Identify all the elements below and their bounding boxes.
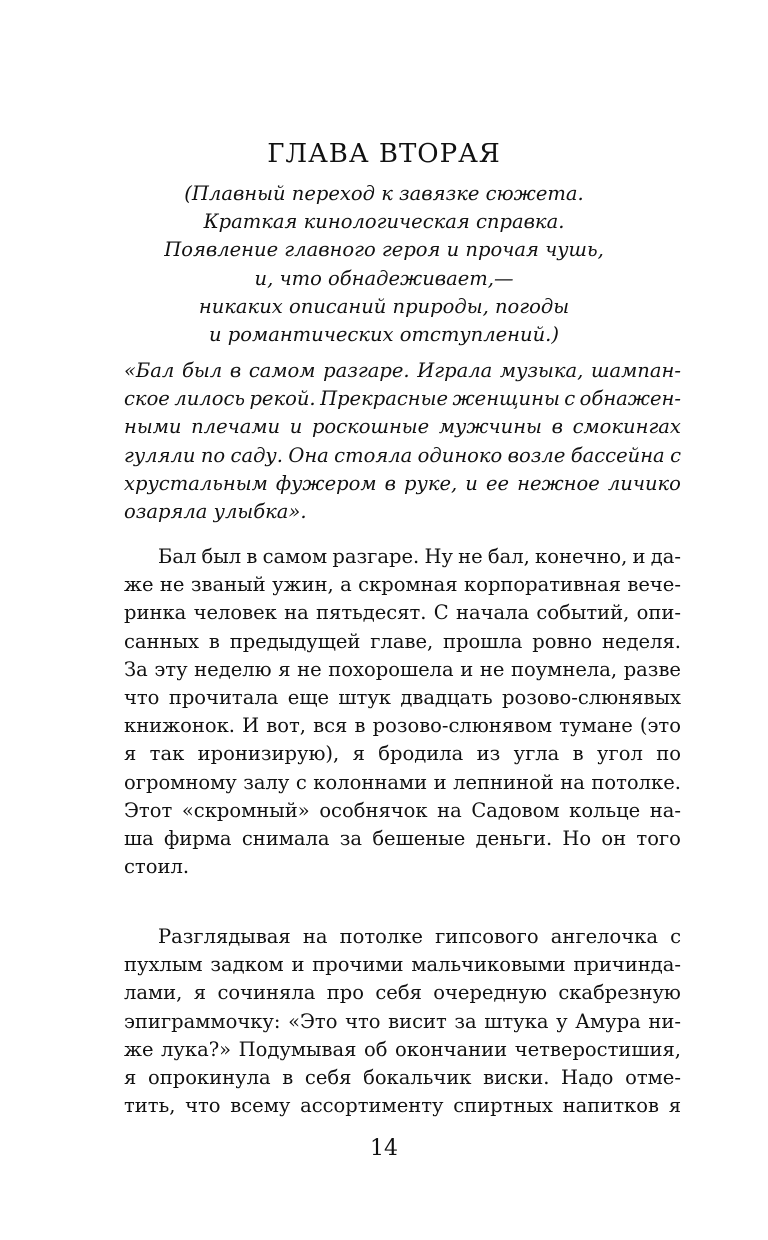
word: угол	[597, 742, 643, 766]
word: же	[124, 573, 154, 597]
word: лука?»	[161, 1037, 232, 1061]
word: напитков	[562, 1094, 659, 1118]
word: того	[636, 826, 681, 850]
word: женщины	[452, 387, 560, 411]
word: Амура	[575, 1009, 641, 1033]
word: скабрезную	[558, 981, 681, 1005]
word: событий,	[536, 601, 630, 625]
paragraph-2	[124, 923, 681, 1120]
word: очередную	[433, 981, 547, 1005]
word: санных	[124, 629, 200, 653]
paragraph-line	[124, 599, 681, 627]
word: огромному	[124, 770, 237, 794]
word: саду.	[230, 443, 283, 467]
word: хрустальным	[124, 471, 268, 495]
paragraph-line	[124, 1092, 681, 1120]
word: висит	[388, 1009, 447, 1033]
word: эту	[154, 657, 188, 681]
word: и	[465, 471, 478, 495]
word: задком	[210, 953, 284, 977]
word: четверостишия,	[514, 1037, 681, 1061]
word: С	[433, 601, 449, 625]
quote-line	[124, 385, 681, 413]
word: бешеные	[372, 826, 466, 850]
word: на	[560, 770, 585, 794]
epigraph-line: и романтических отступлений.)	[209, 323, 559, 347]
word: Подумывая	[238, 1037, 357, 1061]
paragraph-line	[124, 628, 681, 656]
word: обнажен-	[579, 387, 681, 411]
word: еще	[287, 685, 329, 709]
word: книжонок.	[124, 714, 235, 738]
word: по	[656, 742, 681, 766]
word: не	[159, 573, 185, 597]
word: «Это	[288, 1009, 338, 1033]
word: на	[437, 798, 462, 822]
word: ша	[124, 826, 154, 850]
word: был	[201, 545, 242, 568]
word: с	[564, 387, 576, 411]
word: ными	[124, 415, 182, 439]
word: на	[284, 601, 309, 625]
word: самом	[248, 359, 316, 382]
word: в	[551, 415, 563, 439]
word: мужчины	[438, 415, 542, 439]
word: потолке.	[591, 770, 681, 794]
word: об	[363, 1037, 388, 1061]
word: в	[572, 742, 584, 766]
word: в	[229, 359, 242, 382]
word: бал,	[487, 545, 530, 568]
word: фирма	[164, 826, 232, 850]
paragraph-line	[124, 712, 681, 740]
word: про	[326, 981, 364, 1005]
word: за	[454, 1009, 477, 1033]
word: окончании	[394, 1037, 508, 1061]
paragraph-line	[124, 684, 681, 712]
word: залу	[243, 770, 290, 794]
word: бродила	[378, 742, 464, 766]
word: руке,	[404, 471, 458, 495]
word: виски.	[483, 1065, 550, 1089]
word: ассортименту	[300, 1094, 444, 1118]
word: я	[668, 1094, 681, 1118]
word: званый	[190, 573, 266, 597]
word: на	[302, 925, 328, 948]
word: плечами	[191, 415, 281, 439]
word: причинда-	[573, 953, 681, 977]
word: ровно	[532, 629, 593, 653]
word: опи-	[636, 601, 681, 625]
paragraph-line	[124, 951, 681, 979]
word: Но	[562, 826, 592, 850]
paragraph-line	[124, 740, 681, 768]
word: разгаре.	[323, 359, 410, 382]
word: прочими	[312, 953, 404, 977]
word: он	[601, 826, 627, 850]
word: потолке	[339, 925, 423, 948]
word: не	[297, 657, 322, 681]
word: самом	[262, 545, 328, 568]
epigraph-line: и, что обнадеживает,—	[254, 266, 514, 290]
word: фужером	[275, 471, 377, 495]
word: с	[295, 770, 307, 794]
word: гуляли	[124, 443, 196, 467]
word: похорошела	[328, 657, 454, 681]
word: я	[352, 742, 365, 766]
word: так	[149, 742, 185, 766]
word: тить,	[124, 1094, 176, 1118]
quote-line	[124, 413, 681, 441]
quote-line: озаряла улыбка».	[124, 499, 307, 523]
word: лами,	[124, 981, 183, 1005]
word: угла	[513, 742, 560, 766]
word: гипсового	[435, 925, 539, 948]
word: Этот	[124, 798, 173, 822]
word: а	[340, 573, 352, 597]
word: прочитала	[168, 685, 279, 709]
epigraph	[0, 180, 768, 349]
paragraph-line	[124, 769, 681, 797]
word: начала	[455, 601, 530, 625]
word: бокальчик	[363, 1065, 472, 1089]
word: по	[200, 443, 226, 467]
word: не	[479, 657, 505, 681]
paragraph-line	[124, 1064, 681, 1092]
word: в	[282, 1065, 294, 1089]
word: «скромный»	[181, 798, 310, 822]
word: кольце	[569, 798, 641, 822]
word: вече-	[627, 573, 681, 597]
word: Бал	[158, 545, 197, 568]
word: рекой.	[249, 387, 316, 411]
word: эпиграммочку:	[124, 1009, 281, 1033]
word: да-	[650, 545, 681, 568]
word: себя	[304, 1065, 352, 1089]
paragraph-line	[124, 1008, 681, 1036]
word: корпоративная	[464, 573, 621, 597]
word: роскошные	[311, 415, 430, 439]
word: и	[433, 770, 447, 794]
page-number: 14	[370, 1136, 398, 1161]
word: Садовом	[471, 798, 560, 822]
word: предыдущей	[229, 629, 361, 653]
word: на-	[649, 798, 681, 822]
word: не	[458, 545, 483, 568]
word: в	[246, 545, 258, 568]
word: двадцать	[400, 685, 493, 709]
word: За	[124, 657, 148, 681]
paragraph-line	[124, 571, 681, 599]
word: вот,	[266, 714, 306, 738]
word: с	[670, 925, 681, 948]
word: в	[384, 471, 396, 495]
paragraph-line	[124, 979, 681, 1007]
word: главе,	[370, 629, 434, 653]
word: человек	[193, 601, 277, 625]
word: музыка,	[499, 359, 584, 382]
word: что	[185, 1094, 221, 1118]
word: и	[632, 545, 646, 568]
word: штук	[338, 685, 391, 709]
word: смокингах	[572, 415, 681, 439]
word: я	[278, 657, 291, 681]
word: был	[181, 359, 223, 382]
epigraph-line: Появление главного героя и прочая чушь,	[164, 238, 604, 262]
word: розово-слюнявом	[372, 714, 552, 738]
chapter-title: ГЛАВА ВТОРАЯ	[267, 139, 501, 169]
word: всему	[230, 1094, 291, 1118]
word: ни-	[648, 1009, 681, 1033]
quote-line	[124, 357, 681, 385]
paragraph-line	[124, 543, 681, 571]
word: бассейна	[570, 443, 665, 467]
word: разгаре.	[332, 545, 420, 568]
quote-line	[124, 470, 681, 498]
word: и	[460, 657, 474, 681]
word: снимала	[241, 826, 330, 850]
word: у	[556, 1009, 568, 1033]
paragraph-line	[124, 1036, 681, 1064]
word: И	[242, 714, 260, 738]
word: пятьдесят.	[316, 601, 427, 625]
word: неделю	[194, 657, 272, 681]
word: пухлым	[124, 953, 203, 977]
word: неделя.	[602, 629, 681, 653]
word: из	[476, 742, 501, 766]
word: иронизирую),	[197, 742, 340, 766]
word: деньги.	[475, 826, 553, 850]
word: лепниной	[453, 770, 554, 794]
word: штука	[484, 1009, 549, 1033]
word: Разглядывая	[158, 925, 291, 948]
word: Ну	[424, 545, 453, 568]
word: особнячок	[319, 798, 428, 822]
word: возле	[507, 443, 566, 467]
word: с	[670, 443, 681, 467]
paragraph-1	[124, 543, 681, 881]
word: же	[124, 1037, 154, 1061]
word: что	[345, 1009, 381, 1033]
word: ринка	[124, 601, 187, 625]
word: и	[291, 953, 305, 977]
word: конечно,	[535, 545, 628, 568]
word: я	[193, 981, 207, 1005]
quote-block	[124, 357, 681, 526]
paragraph-line	[124, 797, 681, 825]
word: скромная	[358, 573, 458, 597]
word: нежное	[517, 471, 600, 495]
word: (это	[639, 714, 681, 738]
word: поумнела,	[510, 657, 618, 681]
word: разве	[623, 657, 681, 681]
paragraph-line: стоил.	[124, 855, 190, 879]
word: в	[354, 714, 366, 738]
word: опрокинула	[147, 1065, 271, 1089]
word: сочиняла	[217, 981, 316, 1005]
word: тумане	[559, 714, 633, 738]
word: спиртных	[453, 1094, 553, 1118]
word: розово-слюнявых	[501, 685, 681, 709]
epigraph-line: (Плавный переход к завязке сюжета.	[184, 182, 584, 205]
word: стояла	[334, 443, 413, 467]
word: Прекрасные	[320, 387, 449, 411]
epigraph-line: никаких описаний природы, погоды	[198, 294, 570, 318]
paragraph-line	[124, 825, 681, 853]
word: личико	[607, 471, 681, 495]
word: ангелочка	[550, 925, 658, 948]
word: лилось	[174, 387, 245, 411]
word: что	[124, 685, 160, 709]
word: отме-	[625, 1065, 681, 1089]
word: вся	[313, 714, 348, 738]
word: я	[124, 1065, 137, 1089]
word: прошла	[443, 629, 523, 653]
quote-line	[124, 442, 681, 470]
word: за	[339, 826, 363, 850]
word: я	[124, 742, 137, 766]
word: ское	[124, 387, 170, 411]
word: мальчиковыми	[411, 953, 566, 977]
word: в	[208, 629, 220, 653]
word: Она	[288, 443, 329, 467]
paragraph-line	[124, 656, 681, 684]
word: одиноко	[417, 443, 503, 467]
word: ужин,	[272, 573, 334, 597]
word: «Бал	[124, 359, 175, 382]
word: и	[289, 415, 303, 439]
word: Надо	[561, 1065, 614, 1089]
word: колоннами	[313, 770, 428, 794]
paragraph-line	[124, 923, 681, 951]
word: шампан-	[591, 359, 681, 382]
epigraph-line: Краткая кинологическая справка.	[203, 210, 565, 234]
word: себя	[375, 981, 422, 1005]
word: ее	[485, 471, 510, 495]
word: Играла	[417, 359, 493, 382]
